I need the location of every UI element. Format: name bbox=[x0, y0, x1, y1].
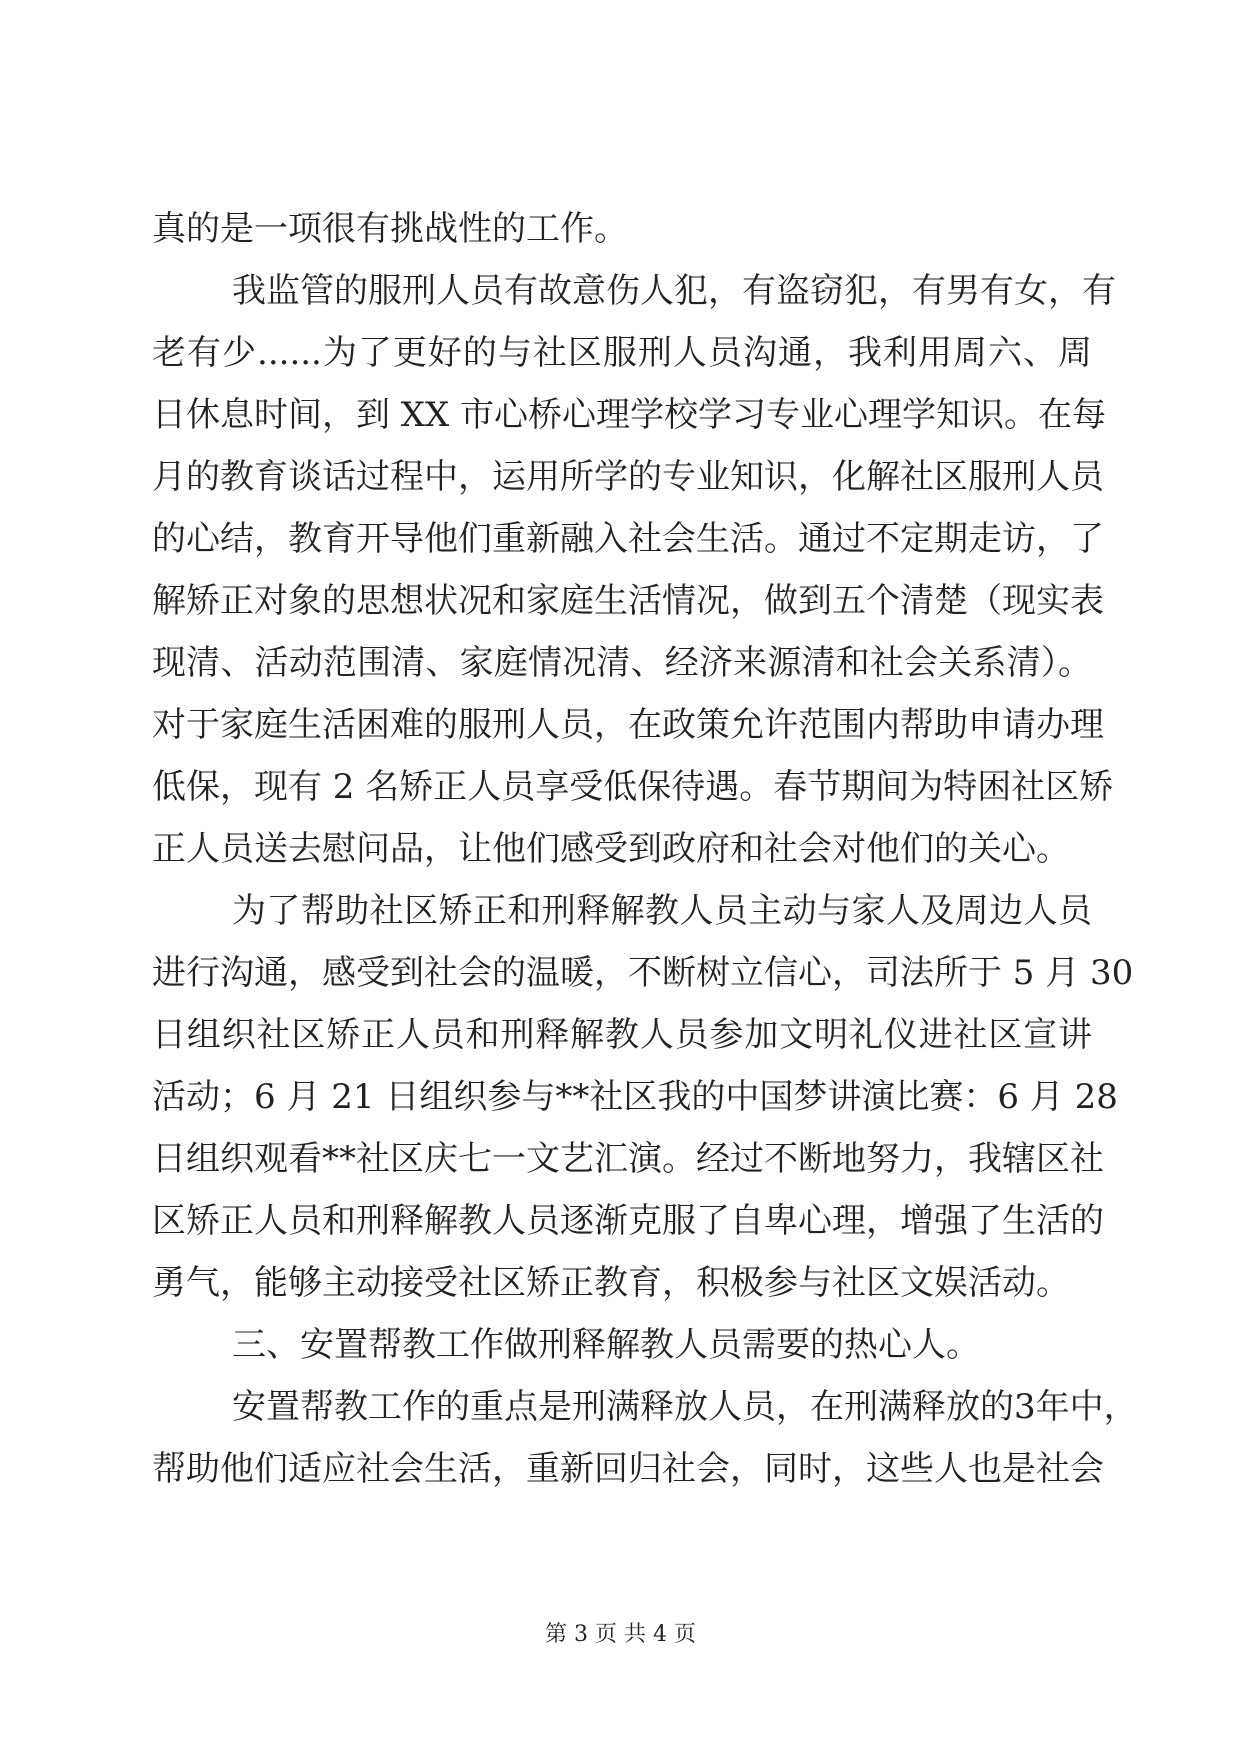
text-line: 解矫正对象的思想状况和家庭生活情况，做到五个清楚（现实表 bbox=[152, 581, 1104, 621]
text-line: 日组织观看**社区庆七一文艺汇演。经过不断地努力，我辖区社 bbox=[152, 1139, 1104, 1179]
text-line: 老有少......为了更好的与社区服刑人员沟通，我利用周六、周 bbox=[152, 333, 1093, 373]
text-line: 真的是一项很有挑战性的工作。 bbox=[152, 209, 628, 249]
text-line: 安置帮教工作的重点是刑满释放人员，在刑满释放的3年中， bbox=[232, 1387, 1138, 1427]
page-number-footer: 第 3 页 共 4 页 bbox=[545, 1622, 696, 1647]
text-line: 区矫正人员和刑释解教人员逐渐克服了自卑心理，增强了生活的 bbox=[152, 1201, 1104, 1241]
text-line: 低保，现有 2 名矫正人员享受低保待遇。春节期间为特困社区矫 bbox=[152, 767, 1114, 807]
text-line: 日休息时间，到 XX 市心桥心理学校学习专业心理学知识。在每 bbox=[152, 395, 1107, 435]
text-line: 进行沟通，感受到社会的温暖，不断树立信心，司法所于 5 月 30 bbox=[152, 953, 1134, 993]
text-line: 对于家庭生活困难的服刑人员，在政策允许范围内帮助申请办理 bbox=[152, 705, 1104, 745]
text-line: 为了帮助社区矫正和刑释解教人员主动与家人及周边人员 bbox=[232, 891, 1092, 931]
text-line: 月的教育谈话过程中，运用所学的专业知识，化解社区服刑人员 bbox=[152, 457, 1104, 497]
text-line: 的心结，教育开导他们重新融入社会生活。通过不定期走访，了 bbox=[152, 519, 1104, 559]
text-line: 勇气，能够主动接受社区矫正教育，积极参与社区文娱活动。 bbox=[152, 1263, 1070, 1303]
text-line: 我监管的服刑人员有故意伤人犯，有盗窃犯，有男有女，有 bbox=[232, 271, 1116, 311]
text-line: 现清、活动范围清、家庭情况清、经济来源清和社会关系清）。 bbox=[152, 643, 1092, 683]
text-line: 正人员送去慰问品，让他们感受到政府和社会对他们的关心。 bbox=[152, 829, 1070, 869]
section-heading: 三、安置帮教工作做刑释解教人员需要的热心人。 bbox=[232, 1325, 980, 1365]
text-line: 日组织社区矫正人员和刑释解教人员参加文明礼仪进社区宣讲 bbox=[152, 1015, 1092, 1055]
text-line: 帮助他们适应社会生活，重新回归社会，同时，这些人也是社会 bbox=[152, 1449, 1104, 1489]
text-line: 活动；6 月 21 日组织参与**社区我的中国梦讲演比赛：6 月 28 bbox=[152, 1077, 1118, 1117]
